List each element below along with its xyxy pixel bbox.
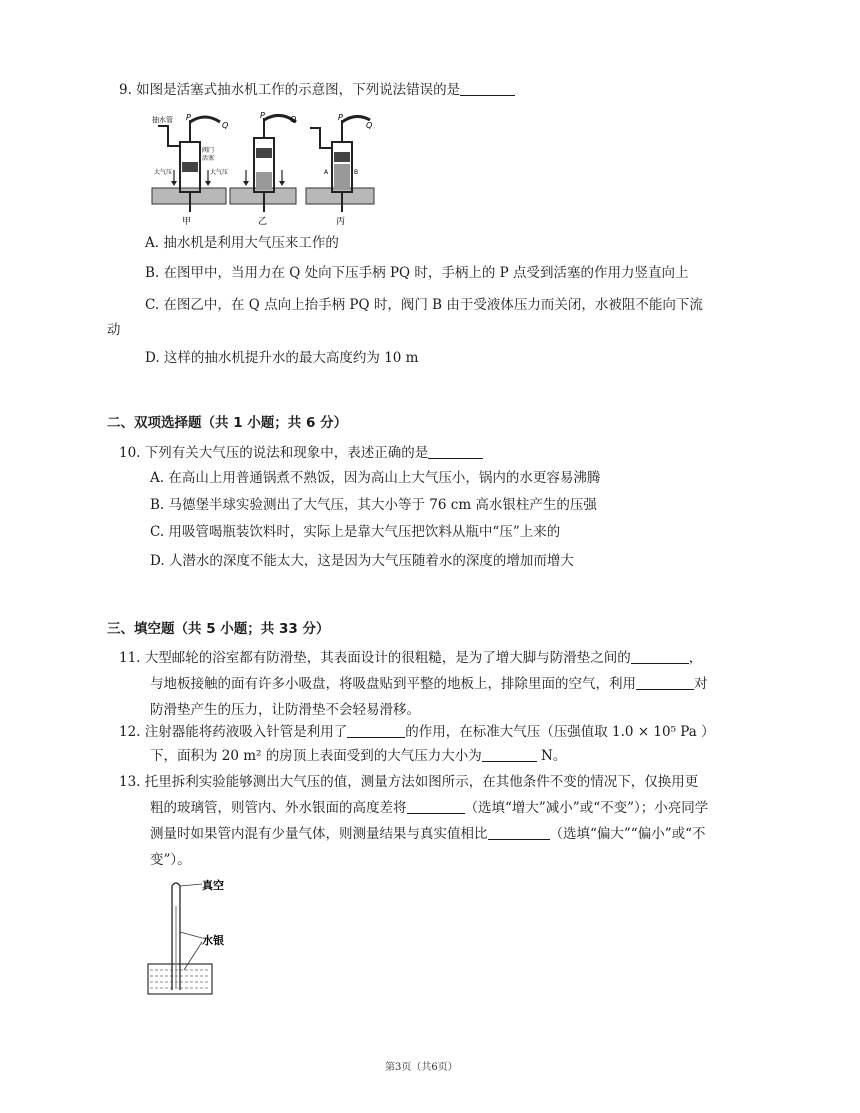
q10-option-a[interactable]: A. 在高山上用普通锅煮不熟饭，因为高山上大气压小，锅内的水更容易沸腾	[150, 470, 601, 486]
label-mercury: 水银	[202, 934, 224, 947]
pump-figure	[150, 112, 450, 228]
pump-panel-jia	[152, 113, 228, 227]
q9-option-d[interactable]: D. 这样的抽水机提升水的最大高度约为 10 m	[145, 350, 419, 366]
panel-label: 丙	[336, 217, 346, 227]
q9-option-b[interactable]: B. 在图甲中，当用力在 Q 处向下压手柄 PQ 时，手柄上的 P 点受到活塞的作用力竖直向上	[145, 265, 689, 281]
q13-line4: 变”）。	[150, 852, 191, 868]
label-p: P	[260, 112, 265, 120]
label-a: A	[324, 169, 329, 176]
page-footer: 第3页（共6页）	[385, 1062, 458, 1073]
answer-blank[interactable]	[482, 747, 537, 762]
q9-option-c[interactable]: C. 在图乙中，在 Q 点向上抬手柄 PQ 时，阀门 B 由于受液体压力而关闭，水被阻不能向下流	[145, 297, 703, 313]
q9-stem: 9. 如图是活塞式抽水机工作的示意图，下列说法错误的是	[119, 80, 515, 100]
q12-line1: 12. 注射器能将药液吸入针管是利用了 的作用，在标准大气压（压强值取 1.0 × 10⁵ Pa ）	[119, 724, 715, 740]
q9-option-a[interactable]: A. 抽水机是利用大气压来工作的	[145, 235, 339, 251]
answer-blank[interactable]	[407, 799, 465, 814]
q13-line2: 粗的玻璃管，则管内、外水银面的高度差将 （选填“增大”减小”或“不变”）；小亮同学	[150, 800, 709, 816]
label-p: P	[338, 113, 343, 122]
answer-blank[interactable]	[460, 81, 515, 96]
label-vacuum: 真空	[202, 879, 224, 892]
answer-blank[interactable]	[631, 649, 689, 664]
label-atm: 大气压	[154, 169, 173, 176]
panel-label: 乙	[258, 217, 268, 227]
label-q: Q	[290, 115, 297, 124]
answer-blank[interactable]	[488, 825, 550, 840]
label-q: Q	[366, 121, 373, 130]
label-atm: 大气压	[210, 169, 229, 176]
label-piston: 活塞	[202, 155, 215, 162]
torricelli-figure	[140, 878, 240, 1000]
q12-line2: 下，面积为 20 m² 的房顶上表面受到的大气压力大小为 N。	[150, 748, 567, 764]
q9-option-c-cont: 动	[107, 322, 121, 338]
q10-stem: 10. 下列有关大气压的说法和现象中，表述正确的是	[119, 443, 483, 463]
label-valve: 阀门	[202, 147, 215, 154]
q11-line2: 与地板接触的面有许多小吸盘，将吸盘贴到平整的地板上，排除里面的空气，利用 对	[150, 676, 708, 692]
pump-panel-bing	[306, 113, 374, 227]
panel-label: 甲	[182, 217, 192, 227]
label-q: Q	[222, 121, 229, 130]
q10-option-d[interactable]: D. 人潜水的深度不能太大，这是因为大气压随着水的深度的增加而增大	[150, 553, 574, 569]
q11-line3: 防滑垫产生的压力，让防滑垫不会轻易滑移。	[150, 702, 420, 718]
answer-blank[interactable]	[347, 723, 405, 738]
answer-blank[interactable]	[636, 675, 694, 690]
pump-panel-yi	[230, 112, 296, 227]
label-p: P	[186, 113, 191, 122]
q13-line3: 测量时如果管内混有少量气体，则测量结果与真实值相比 （选填“偏大”“偏小”或“不	[150, 826, 706, 842]
section-heading-fill-blank: 三、填空题（共 5 小题；共 33 分）	[107, 621, 330, 637]
q13-line1: 13. 托里拆利实验能够测出大气压的值，测量方法如图所示，在其他条件不变的情况下，仅换用更	[119, 774, 699, 790]
answer-blank[interactable]	[428, 444, 483, 459]
label-pipe: 抽水管	[152, 116, 173, 124]
q10-option-b[interactable]: B. 马德堡半球实验测出了大气压，其大小等于 76 cm 高水银柱产生的压强	[150, 497, 597, 513]
q11-line1: 11. 大型邮轮的浴室都有防滑垫，其表面设计的很粗糙，是为了增大脚与防滑垫之间的 ，	[119, 650, 703, 666]
section-heading-double-choice: 二、双项选择题（共 1 小题；共 6 分）	[107, 415, 348, 431]
label-b: B	[354, 169, 359, 176]
q10-option-c[interactable]: C. 用吸管喝瓶装饮料时，实际上是靠大气压把饮料从瓶中“压”上来的	[150, 524, 561, 540]
